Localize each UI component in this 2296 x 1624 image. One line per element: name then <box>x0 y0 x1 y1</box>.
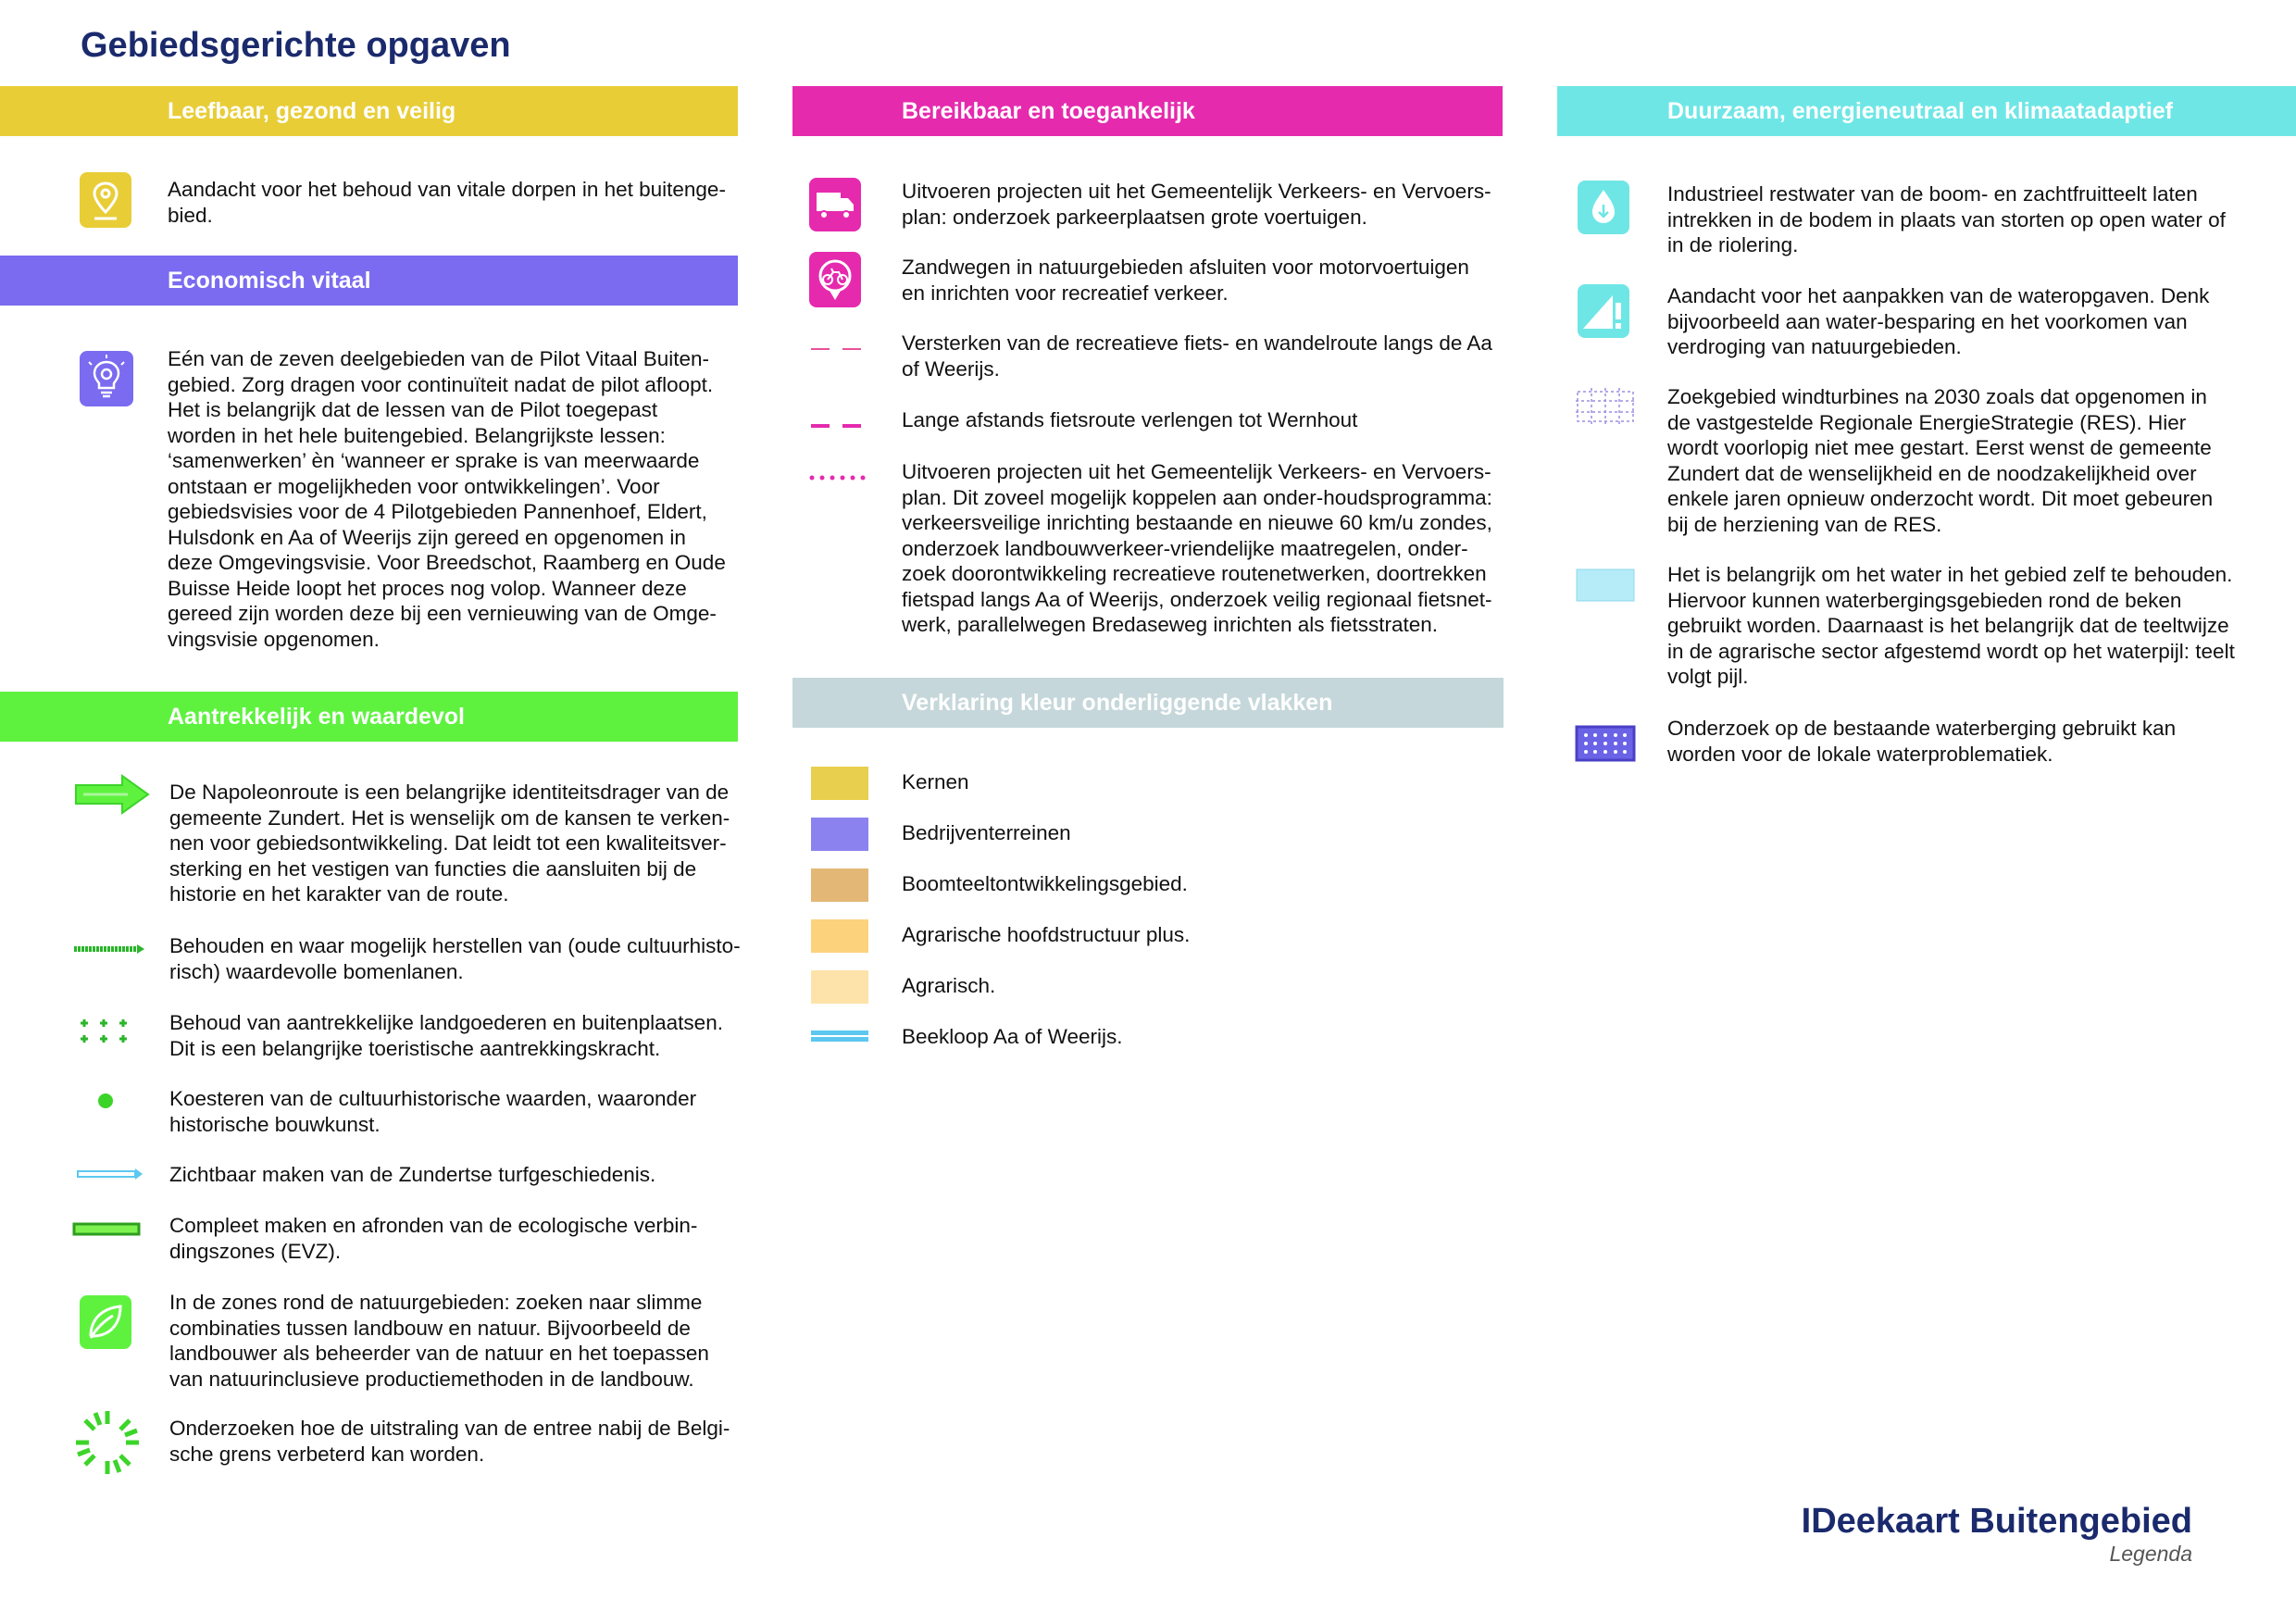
green-arrow-icon <box>74 774 150 819</box>
section-header-bereikbaar <box>792 86 1503 136</box>
legend-text-water-behouden: Het is belangrijk om het water in het gebied zelf te behouden. Hiervoor kunnen waterbergingsgebieden rond de beken gebruikt worden. Daarnaast is het belangrijk dat de teeltwijze in de agrarische sector afgestemd wordt op het waterpijl: teelt volgt pijl. <box>1667 563 2235 688</box>
swatch-label-beekloop: Beekloop Aa of Weerijs. <box>902 1025 1123 1048</box>
legend-text-parkeerplaatsen: Uitvoeren projecten uit het Gemeentelijk Verkeers- en Vervoers- plan: onderzoek parkeerplaatsen grote voertuigen. <box>902 180 1491 229</box>
legend-text-bomenlanen: Behouden en waar mogelijk herstellen van (oude cultuurhisto- risch) waardevolle bomenlanen. <box>169 934 741 983</box>
swatch-label-ahs-plus: Agrarische hoofdstructuur plus. <box>902 923 1191 946</box>
swatch-label-kernen: Kernen <box>902 770 969 793</box>
section-header-label: Bereikbaar en toegankelijk <box>902 98 1195 124</box>
legend-text-wateropgaven: Aandacht voor het aanpakken van de wateropgaven. Denk bijvoorbeeld aan water-besparing en het voorkomen van verdroging van natuurgebieden. <box>1667 284 2210 358</box>
beekloop-line-icon <box>811 1029 868 1048</box>
section-header-economisch <box>0 256 738 306</box>
sunburst-icon <box>72 1407 143 1482</box>
location-pin-icon <box>78 170 133 234</box>
thick-dashed-line-icon <box>811 418 863 435</box>
legend-text-restwater: Industrieel restwater van de boom- en zachtfruitteelt laten intrekken in de bodem in plaats van storten op open water of in de riolering. <box>1667 182 2226 256</box>
swatch-kernen <box>811 767 868 800</box>
water-warning-icon <box>1576 282 1631 344</box>
thin-dashed-line-icon <box>811 341 863 357</box>
legend-text-pilot-vitaal: Eén van de zeven deelgebieden van de Pilot Vitaal Buiten- gebied. Zorg dragen voor continuïteit nadat de pilot afloopt. Het is belangrijk dat de lessen van de Pilot toegepast worden in het hele buitengebied. Belangrijkste lessen: ‘samenwerken’ èn ‘wanneer er sprake is van meerwaarde ontstaan er mogelijkheden voor ontwikkelingen’. Voor gebiedsvisies voor de 4 Pilotgebieden Pannenhoef, Eldert, Hulsdonk en Aa of Weerijs zijn gereed en opgenomen in deze Omgevingsvisie. Voor Breedschot, Raamberg en Oude Buisse Heide loopt het proces nog volop. Wanneer deze gereed zijn worden deze bij een vernieuwing van de Omge- vingsvisie opgenomen. <box>168 347 726 651</box>
legend-text-landgoederen: Behoud van aantrekkelijke landgoederen en buitenplaatsen. Dit is een belangrijke toeristische aantrekkingskracht. <box>169 1011 723 1060</box>
footer-subtitle: Legenda <box>2109 1542 2192 1566</box>
swatch-agrarisch <box>811 970 868 1004</box>
lightbulb-gear-icon <box>78 349 135 413</box>
wind-search-grid-icon <box>1576 388 1635 430</box>
dotted-arrow-line-icon <box>72 942 146 961</box>
green-bar-icon <box>72 1222 143 1242</box>
footer-title: IDeekaart Buitengebied <box>1801 1502 2192 1541</box>
swatch-label-boomteelt: Boomteeltontwikkelingsgebied. <box>902 872 1188 895</box>
light-blue-area-icon <box>1576 568 1635 606</box>
section-header-aantrekkelijk <box>0 692 738 742</box>
legend-text-lange-afstand: Lange afstands fietsroute verlengen tot Wernhout <box>902 408 1358 431</box>
blue-arrow-line-icon <box>76 1168 144 1185</box>
legend-text-zandwegen: Zandwegen in natuurgebieden afsluiten voor motorvoertuigen en inrichten voor recreatief verkeer. <box>902 256 1469 305</box>
section-header-verklaring <box>792 678 1504 728</box>
plus-grid-icon <box>79 1015 131 1051</box>
green-dot-icon <box>96 1092 115 1115</box>
truck-icon <box>807 176 863 238</box>
page-title: Gebiedsgerichte opgaven <box>81 26 511 65</box>
swatch-bedrijventerreinen <box>811 818 868 851</box>
legend-text-napoleonroute: De Napoleonroute is een belangrijke identiteitsdrager van de gemeente Zundert. Het is wenselijk om de kansen te verken- nen voor gebiedsontwikkeling. Dat leidt tot een kwaliteitsver- sterking en het vestigen van functies die aansluiten bij de historie en het karakter van de route. <box>169 781 730 906</box>
section-header-label: Leefbaar, gezond en veilig <box>168 98 456 124</box>
legend-text-evz: Compleet maken en afronden van de ecologische verbin- dingszones (EVZ). <box>169 1214 698 1263</box>
section-header-label: Duurzaam, energieneutraal en klimaatadaptief <box>1667 98 2174 124</box>
swatch-label-bedrijventerreinen: Bedrijventerreinen <box>902 821 1071 844</box>
legend-text-natuurinclusief: In de zones rond de natuurgebieden: zoeken naar slimme combinaties tussen landbouw en natuur. Bijvoorbeeld de landbouwer als beheerder van de natuur en het toepassen van natuurinclusieve productiemethoden in de landbouw. <box>169 1291 709 1391</box>
legend-text-entree-belgie: Onderzoeken hoe de uitstraling van de entree nabij de Belgi- sche grens verbeterd kan worden. <box>169 1417 730 1466</box>
legend-text-waterberging: Onderzoek op de bestaande waterberging gebruikt kan worden voor de lokale waterproblematiek. <box>1667 717 2177 766</box>
section-header-leefbaar <box>0 86 738 136</box>
swatch-ahs-plus <box>811 919 868 953</box>
legend-text-turfgeschiedenis: Zichtbaar maken van de Zundertse turfgeschiedenis. <box>169 1163 656 1186</box>
swatch-label-agrarisch: Agrarisch. <box>902 974 996 997</box>
section-header-label: Economisch vitaal <box>168 268 371 294</box>
water-storage-grid-icon <box>1575 725 1636 767</box>
swatch-boomteelt <box>811 868 868 902</box>
section-header-label: Verklaring kleur onderliggende vlakken <box>902 690 1333 716</box>
leaf-icon <box>78 1293 133 1355</box>
legend-text-gvvp-projecten: Uitvoeren projecten uit het Gemeentelijk Verkeers- en Vervoers- plan. Dit zoveel mogelijk koppelen aan onder-houdsprogramma: verkeersveilige inrichting bestaande en nieuwe 60 km/u zondes, onderzoek landbouwverkeer-vriendelijke maatregelen, onder- zoek doorontwikkeling recreatieve routenetwerken, doortrekken fietspad langs Aa of Weerijs, onderzoek veilig regionaal fietsnet- werk, parallelwegen Bredaseweg inrichten als fietsstraten. <box>902 460 1492 636</box>
dotted-line-icon <box>809 470 867 487</box>
legend-text-fiets-wandelroute: Versterken van de recreatieve fiets- en wandelroute langs de Aa of Weerijs. <box>902 331 1492 381</box>
legend-text-vitale-dorpen: Aandacht voor het behoud van vitale dorpen in het buitenge- bied. <box>168 178 726 227</box>
bicycle-pin-icon <box>807 250 863 314</box>
section-header-label: Aantrekkelijk en waardevol <box>168 704 465 730</box>
legend-text-cultuurhistorie: Koesteren van de cultuurhistorische waarden, waaronder historische bouwkunst. <box>169 1087 697 1136</box>
water-drop-icon <box>1576 179 1631 241</box>
section-header-duurzaam <box>1557 86 2296 136</box>
legend-text-windturbines: Zoekgebied windturbines na 2030 zoals dat opgenomen in de vastgestelde Regionale EnergieStrategie (RES). Hier wordt voorlopig niet mee gestart. Eerst wenst de gemeente Zundert dat de wenselijkheid en de noodzakelijkheid over enkele jaren opnieuw onderzocht wordt. Dit moet gebeuren bij de herziening van de RES. <box>1667 385 2214 536</box>
